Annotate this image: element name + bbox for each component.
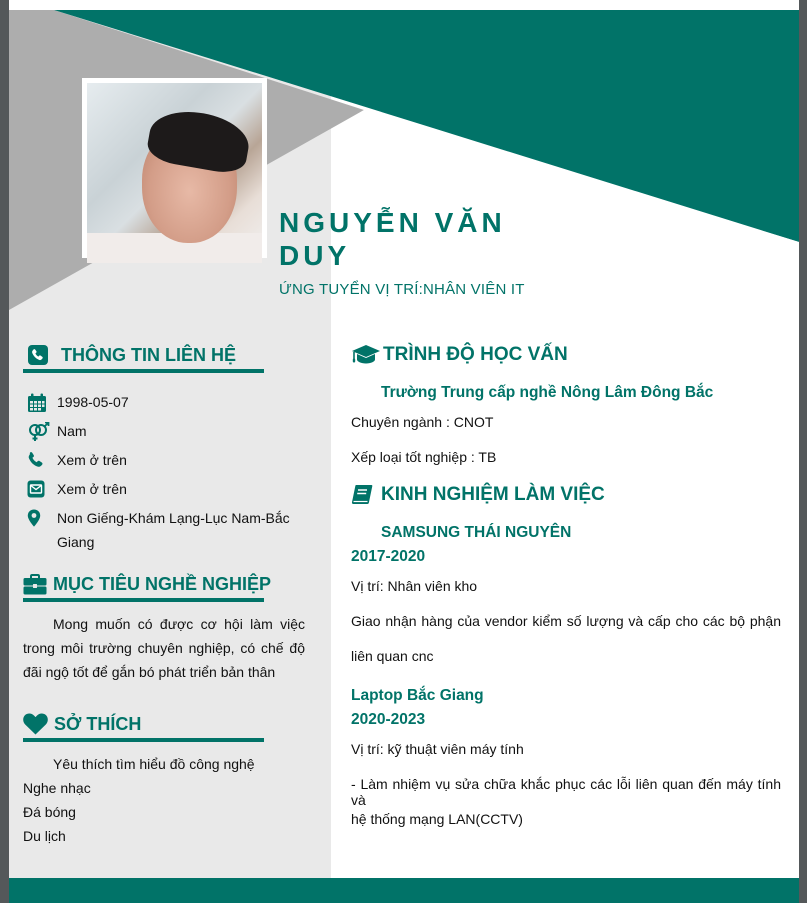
education-grade: Xếp loại tốt nghiệp : TB	[351, 449, 497, 465]
section-experience-label: KINH NGHIỆM LÀM VIỆC	[381, 484, 605, 505]
gender-icon	[23, 419, 57, 442]
hobby-item: Đá bóng	[23, 804, 76, 820]
objective-text: Mong muốn có được cơ hội làm việc trong môi trường chuyên nghiệp, có chế độ đãi ngộ tốt để gắn bó phát triển bản thân	[23, 616, 305, 680]
job-position: Vị trí: kỹ thuật viên máy tính	[351, 741, 524, 757]
candidate-name	[279, 206, 539, 272]
profile-photo-frame	[82, 78, 267, 258]
phone-square-icon	[27, 344, 49, 366]
education-major: Chuyên ngành : CNOT	[351, 414, 494, 430]
section-objective-label: MỤC TIÊU NGHỀ NGHIỆP	[53, 574, 272, 594]
section-experience-title	[351, 484, 605, 506]
phone-icon	[23, 448, 57, 469]
contact-item-email	[23, 477, 292, 501]
contact-item-phone	[23, 448, 292, 472]
apply-position: ỨNG TUYỂN VỊ TRÍ:NHÂN VIÊN IT	[279, 281, 525, 298]
section-education-label: TRÌNH ĐỘ HỌC VẤN	[383, 344, 568, 365]
hobby-item: Nghe nhạc	[23, 780, 91, 796]
job-position: Vị trí: Nhân viên kho	[351, 578, 478, 594]
section-education-title	[351, 344, 568, 366]
job-description: - Làm nhiệm vụ sửa chữa khắc phục các lỗi liên quan đến máy tính và	[351, 776, 781, 808]
calendar-icon	[23, 390, 57, 413]
section-hobbies-title	[23, 713, 141, 735]
job-period: 2020-2023	[351, 711, 426, 728]
contact-item-birthday	[23, 390, 292, 414]
map-marker-icon	[23, 506, 57, 527]
contact-item-gender	[23, 419, 292, 443]
footer-bar	[9, 878, 799, 903]
section-underline	[23, 738, 264, 742]
job-description: liên quan cnc	[351, 648, 434, 664]
graduation-cap-icon	[351, 344, 381, 366]
section-underline	[23, 598, 264, 602]
job-company: SAMSUNG THÁI NGUYÊN	[381, 524, 572, 541]
phone-text: Xem ở trên	[57, 452, 127, 468]
hobbies-list	[23, 752, 305, 848]
address-text: Non Giếng-Khám Lạng-Lục Nam-Bắc Giang	[57, 510, 290, 550]
briefcase-icon	[23, 574, 47, 595]
section-contact-title	[27, 344, 236, 366]
email-text: Xem ở trên	[57, 481, 127, 497]
contact-item-address	[23, 506, 292, 554]
name-line-1: NGUYỄN VĂN	[279, 207, 506, 238]
birthday-text: 1998-05-07	[57, 394, 129, 410]
section-contact-label: THÔNG TIN LIÊN HỆ	[61, 344, 236, 365]
cv-page	[9, 10, 799, 903]
job-period: 2017-2020	[351, 548, 426, 565]
name-line-2: DUY	[279, 240, 351, 271]
page-top-margin	[9, 0, 799, 10]
heart-icon	[23, 713, 48, 735]
section-underline	[23, 369, 264, 373]
hobby-item: Du lịch	[23, 828, 66, 844]
job-description: hệ thống mạng LAN(CCTV)	[351, 811, 523, 827]
book-icon	[351, 484, 373, 506]
school-name: Trường Trung cấp nghề Nông Lâm Đông Bắc	[381, 384, 714, 401]
hobby-item: Yêu thích tìm hiểu đồ công nghệ	[53, 756, 255, 772]
envelope-icon	[23, 477, 57, 498]
gender-text: Nam	[57, 423, 87, 439]
job-description: Giao nhận hàng của vendor kiểm số lượng và cấp cho các bộ phận	[351, 613, 781, 629]
section-objective-title	[23, 574, 271, 595]
job-company: Laptop Bắc Giang	[351, 687, 484, 704]
section-hobbies-label: SỞ THÍCH	[54, 713, 142, 734]
profile-photo	[87, 83, 262, 263]
